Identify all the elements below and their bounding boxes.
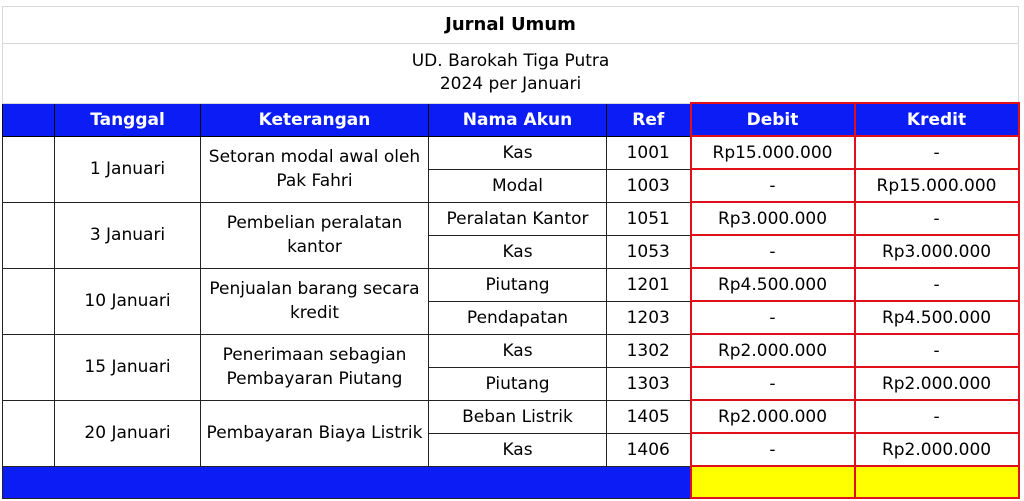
ref-cell: 1003 [607, 169, 691, 202]
kredit-cell: Rp15.000.000 [855, 169, 1019, 202]
ref-cell: 1405 [607, 400, 691, 433]
journal-table [2, 6, 1020, 499]
total-kredit-cell [855, 466, 1019, 498]
row-blank-cell [3, 136, 55, 202]
debit-cell: - [691, 235, 855, 268]
ref-cell: 1302 [607, 334, 691, 367]
row-blank-cell [3, 334, 55, 400]
keterangan-cell: Penjualan barang secara kredit [201, 268, 429, 334]
row-blank-cell [3, 268, 55, 334]
debit-cell: - [691, 367, 855, 400]
nama-akun-cell: Pendapatan [429, 301, 607, 334]
kredit-cell: - [855, 268, 1019, 301]
ref-cell: 1053 [607, 235, 691, 268]
table-row [3, 400, 1019, 433]
tanggal-cell: 15 Januari [55, 334, 201, 400]
period-label: 2024 per Januari [439, 74, 582, 94]
header-keterangan: Keterangan [201, 103, 429, 136]
keterangan-cell: Setoran modal awal oleh Pak Fahri [201, 136, 429, 202]
nama-akun-cell: Kas [429, 235, 607, 268]
nama-akun-cell: Kas [429, 433, 607, 466]
kredit-cell: - [855, 400, 1019, 433]
kredit-cell: - [855, 202, 1019, 235]
tanggal-cell: 20 Januari [55, 400, 201, 466]
kredit-cell: Rp3.000.000 [855, 235, 1019, 268]
ref-cell: 1051 [607, 202, 691, 235]
table-row [3, 136, 1019, 169]
table-row [3, 202, 1019, 235]
total-row [3, 466, 1019, 498]
nama-akun-cell: Piutang [429, 367, 607, 400]
ref-cell: 1001 [607, 136, 691, 169]
debit-cell: Rp15.000.000 [691, 136, 855, 169]
debit-cell: Rp4.500.000 [691, 268, 855, 301]
debit-cell: Rp2.000.000 [691, 400, 855, 433]
header-row [3, 103, 1019, 136]
kredit-cell: - [855, 136, 1019, 169]
tanggal-cell: 1 Januari [55, 136, 201, 202]
debit-cell: - [691, 433, 855, 466]
keterangan-cell: Pembelian peralatan kantor [201, 202, 429, 268]
title-row [3, 7, 1019, 44]
header-debit: Debit [691, 103, 855, 136]
journal-title: Jurnal Umum [3, 7, 1019, 44]
total-label-cell [3, 466, 691, 498]
table-row [3, 334, 1019, 367]
debit-cell: Rp3.000.000 [691, 202, 855, 235]
nama-akun-cell: Beban Listrik [429, 400, 607, 433]
ref-cell: 1406 [607, 433, 691, 466]
journal-subtitle [3, 44, 1019, 104]
kredit-cell: - [855, 334, 1019, 367]
keterangan-cell: Pembayaran Biaya Listrik [201, 400, 429, 466]
header-blank [3, 103, 55, 136]
debit-cell: - [691, 301, 855, 334]
ref-cell: 1201 [607, 268, 691, 301]
nama-akun-cell: Piutang [429, 268, 607, 301]
header-ref: Ref [607, 103, 691, 136]
nama-akun-cell: Kas [429, 136, 607, 169]
debit-cell: - [691, 169, 855, 202]
kredit-cell: Rp2.000.000 [855, 367, 1019, 400]
subtitle-row [3, 44, 1019, 104]
ref-cell: 1203 [607, 301, 691, 334]
ref-cell: 1303 [607, 367, 691, 400]
header-nama-akun: Nama Akun [429, 103, 607, 136]
row-blank-cell [3, 400, 55, 466]
header-kredit: Kredit [855, 103, 1019, 136]
keterangan-cell: Penerimaan sebagian Pembayaran Piutang [201, 334, 429, 400]
table-row [3, 268, 1019, 301]
nama-akun-cell: Kas [429, 334, 607, 367]
nama-akun-cell: Peralatan Kantor [429, 202, 607, 235]
nama-akun-cell: Modal [429, 169, 607, 202]
tanggal-cell: 3 Januari [55, 202, 201, 268]
row-blank-cell [3, 202, 55, 268]
total-debit-cell [691, 466, 855, 498]
kredit-cell: Rp2.000.000 [855, 433, 1019, 466]
header-tanggal: Tanggal [55, 103, 201, 136]
debit-cell: Rp2.000.000 [691, 334, 855, 367]
company-name: UD. Barokah Tiga Putra [411, 51, 610, 71]
journal-sheet [2, 6, 1018, 498]
kredit-cell: Rp4.500.000 [855, 301, 1019, 334]
tanggal-cell: 10 Januari [55, 268, 201, 334]
